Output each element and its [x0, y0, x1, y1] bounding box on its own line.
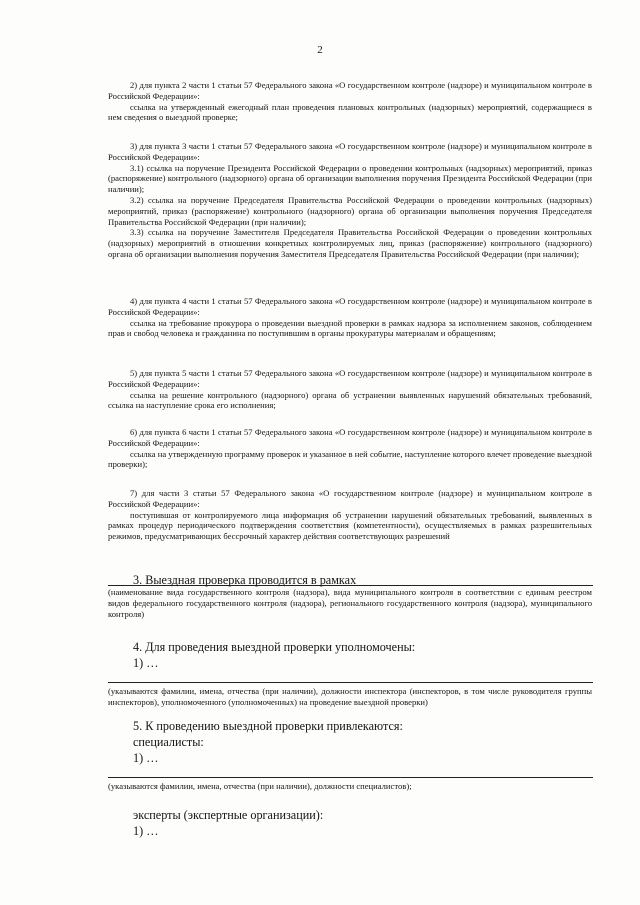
- section-3-note: (наименование вида государственного контроля (надзора), вида муниципального контроля в соответствии с единым реестром видов федерального государственного контроля (надзора), регионального государственного контроля (надзора), муниципального контроля): [108, 587, 592, 619]
- experts-label: эксперты (экспертные организации):: [133, 808, 324, 822]
- section-4-dots: …: [133, 675, 142, 685]
- item-3-3: 3.3) ссылка на поручение Заместителя Председателя Правительства Российской Федерации о проведении контрольных (надзорных) мероприятий в отношении конкретных контролируемых лиц, приказ (распоряжение) контрольного (надзорного) органа об организации выполнения поручения Заместителя Председателя Правительства Российской Федерации (при наличии);: [108, 227, 592, 259]
- item-7-heading: 7) для части 3 статьи 57 Федерального закона «О государственном контроле (надзоре) и муниципальном контроле в Российской Федерации»:: [108, 488, 592, 509]
- section-4-note: (указываются фамилии, имена, отчества (при наличии), должности инспектора (инспекторов, в том числе руководителя группы инспекторов), уполномоченного (уполномоченных) на проведение выездной проверки): [108, 686, 592, 707]
- item-3-heading: 3) для пункта 3 части 1 статьи 57 Федерального закона «О государственном контроле (надзоре) и муниципальном контроле в Российской Федерации»:: [108, 141, 592, 162]
- section-3-title: 3. Выездная проверка проводится в рамках: [133, 573, 357, 587]
- item-6: [108, 427, 592, 470]
- section-5-note: (указываются фамилии, имена, отчества (при наличии), должности специалистов);: [108, 781, 412, 791]
- item-4-text: ссылка на требование прокурора о проведении выездной проверки в рамках надзора за исполнением законов, соблюдением прав и свобод человека и гражданина по поступившим в органы прокуратуры материалам и обращениям;: [108, 317, 592, 339]
- item-6-text: ссылка на утвержденную программу проверок и указанное в ней событие, наступление которого влечет проведение выездной проверки);: [108, 448, 592, 470]
- page-number: 2: [317, 44, 323, 56]
- section-5-dots: …: [133, 770, 142, 780]
- section-4-title: 4. Для проведения выездной проверки уполномочены:: [133, 640, 416, 654]
- item-2-heading: 2) для пункта 2 части 1 статьи 57 Федерального закона «О государственном контроле (надзоре) и муниципальном контроле в Российской Федерации»:: [108, 80, 592, 101]
- item-7-text: поступившая от контролируемого лица информация об устранении нарушений обязательных требований, выявленных в рамках процедур периодического подтверждения соответствия (компетентности), осуществляемых в рамках разрешительных режимов, предусматривающих бессрочный характер действия соответствующих разрешений: [108, 509, 592, 542]
- item-2: [108, 80, 592, 123]
- item-4: [108, 296, 592, 339]
- item-4-heading: 4) для пункта 4 части 1 статьи 57 Федерального закона «О государственном контроле (надзоре) и муниципальном контроле в Российской Федерации»:: [108, 296, 592, 317]
- section-5-title: 5. К проведению выездной проверки привлекаются:: [133, 719, 403, 733]
- section-5-fill-line: [108, 777, 593, 778]
- item-7: [108, 488, 592, 542]
- section-4-item-1: 1) …: [133, 656, 159, 670]
- section-4-fill-line: [108, 682, 593, 683]
- item-3-2: 3.2) ссылка на поручение Председателя Правительства Российской Федерации о проведении контрольных (надзорных) мероприятий, приказ (распоряжение) контрольного (надзорного) органа об организации выполнения поручения Председателя Правительства Российской Федерации (при наличии);: [108, 194, 592, 227]
- item-6-heading: 6) для пункта 6 части 1 статьи 57 Федерального закона «О государственном контроле (надзоре) и муниципальном контроле в Российской Федерации»:: [108, 427, 592, 448]
- item-5-text: ссылка на решение контрольного (надзорного) органа об устранении выявленных нарушений обязательных требований, ссылка на наступление срока его исполнения;: [108, 389, 592, 411]
- item-3-1: 3.1) ссылка на поручение Президента Российской Федерации о проведении контрольных (надзорных) мероприятий, приказ (распоряжение) контрольного (надзорного) органа об организации выполнения поручения Президента Российской Федерации (при наличии);: [108, 162, 592, 195]
- section-3-fill-line: [108, 585, 593, 586]
- item-5: [108, 368, 592, 411]
- section-5-item-1: 1) …: [133, 751, 159, 765]
- item-2-text: ссылка на утвержденный ежегодный план проведения плановых контрольных (надзорных) мероприятий, содержащиеся в нем сведения о выездной проверке;: [108, 101, 592, 123]
- item-5-heading: 5) для пункта 5 части 1 статьи 57 Федерального закона «О государственном контроле (надзоре) и муниципальном контроле в Российской Федерации»:: [108, 368, 592, 389]
- experts-item-1: 1) …: [133, 824, 159, 838]
- item-3: [108, 141, 592, 260]
- section-5-specialists-label: специалисты:: [133, 735, 204, 749]
